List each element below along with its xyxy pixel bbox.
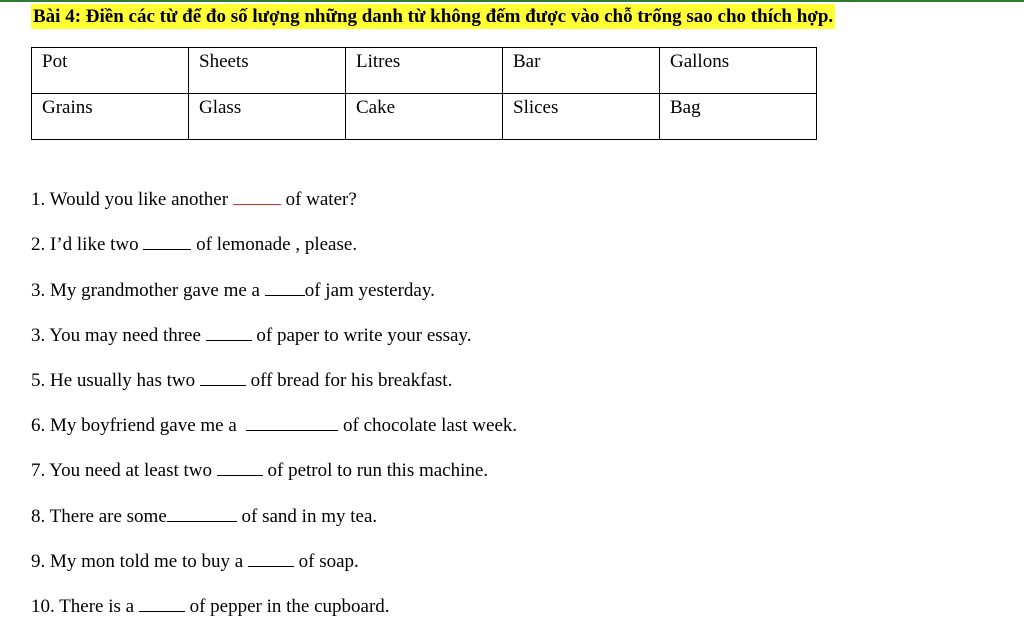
sentence-7 bbox=[31, 459, 488, 483]
sentence-text-before: 5. He usually has two bbox=[31, 370, 200, 391]
answer-blank[interactable] bbox=[167, 507, 237, 522]
answer-blank[interactable] bbox=[265, 281, 305, 296]
sentence-6 bbox=[31, 414, 517, 438]
answer-blank[interactable] bbox=[139, 597, 185, 612]
answer-blank[interactable] bbox=[143, 235, 191, 250]
sentence-text-after: off bread for his breakfast. bbox=[245, 370, 453, 391]
sentence-text-after: of sand in my tea. bbox=[236, 506, 378, 527]
table-cell: Slices bbox=[503, 94, 660, 140]
table-cell: Glass bbox=[189, 94, 346, 140]
sentence-text-before: 2. I’d like two bbox=[31, 234, 144, 255]
table-row bbox=[32, 48, 817, 94]
answer-blank[interactable] bbox=[206, 326, 252, 341]
sentence-3 bbox=[31, 279, 435, 303]
sentence-2 bbox=[31, 233, 357, 257]
sentence-text-after: of soap. bbox=[293, 551, 359, 572]
sentence-text-before: 3. You may need three bbox=[31, 325, 206, 346]
sentence-text-after: of pepper in the cupboard. bbox=[184, 596, 390, 617]
answer-blank[interactable] bbox=[233, 190, 281, 205]
sentence-text-before: 6. My boyfriend gave me a bbox=[31, 415, 247, 436]
table-cell: Gallons bbox=[660, 48, 817, 94]
sentence-text-after: of chocolate last week. bbox=[338, 415, 518, 436]
answer-blank[interactable] bbox=[248, 552, 294, 567]
table-row bbox=[32, 94, 817, 140]
table-cell: Sheets bbox=[189, 48, 346, 94]
sentence-text-before: 7. You need at least two bbox=[31, 460, 217, 481]
sentence-text-before: 3. My grandmother gave me a bbox=[31, 280, 265, 301]
sentence-4 bbox=[31, 324, 472, 348]
answer-blank[interactable] bbox=[217, 461, 263, 476]
table-cell: Grains bbox=[32, 94, 189, 140]
sentence-9 bbox=[31, 550, 359, 574]
sentence-1 bbox=[31, 188, 357, 212]
sentence-8 bbox=[31, 505, 377, 529]
table-cell: Cake bbox=[346, 94, 503, 140]
sentence-10 bbox=[31, 595, 390, 619]
exercise-title: Bài 4: Điền các từ để đo số lượng những danh từ không đếm được vào chỗ trống sao cho thích hợp. bbox=[33, 6, 834, 27]
table-cell: Bag bbox=[660, 94, 817, 140]
table-cell: Pot bbox=[32, 48, 189, 94]
sentence-text-after: of lemonade , please. bbox=[191, 234, 358, 255]
sentence-text-after: of paper to write your essay. bbox=[251, 325, 472, 346]
table-cell: Litres bbox=[346, 48, 503, 94]
answer-blank[interactable] bbox=[246, 416, 338, 431]
sentence-text-after: of petrol to run this machine. bbox=[262, 460, 489, 481]
word-bank-table bbox=[31, 47, 817, 140]
table-cell: Bar bbox=[503, 48, 660, 94]
sentence-text-before: 1. Would you like another bbox=[31, 189, 233, 210]
sentence-text-before: 10. There is a bbox=[31, 596, 139, 617]
sentence-text-before: 9. My mon told me to buy a bbox=[31, 551, 248, 572]
sentence-text-after: of water? bbox=[280, 189, 357, 210]
top-border-line bbox=[0, 0, 1024, 2]
sentence-text-after: of jam yesterday. bbox=[304, 280, 435, 301]
sentence-text-before: 8. There are some bbox=[31, 506, 167, 527]
answer-blank[interactable] bbox=[200, 371, 246, 386]
sentence-5 bbox=[31, 369, 452, 393]
